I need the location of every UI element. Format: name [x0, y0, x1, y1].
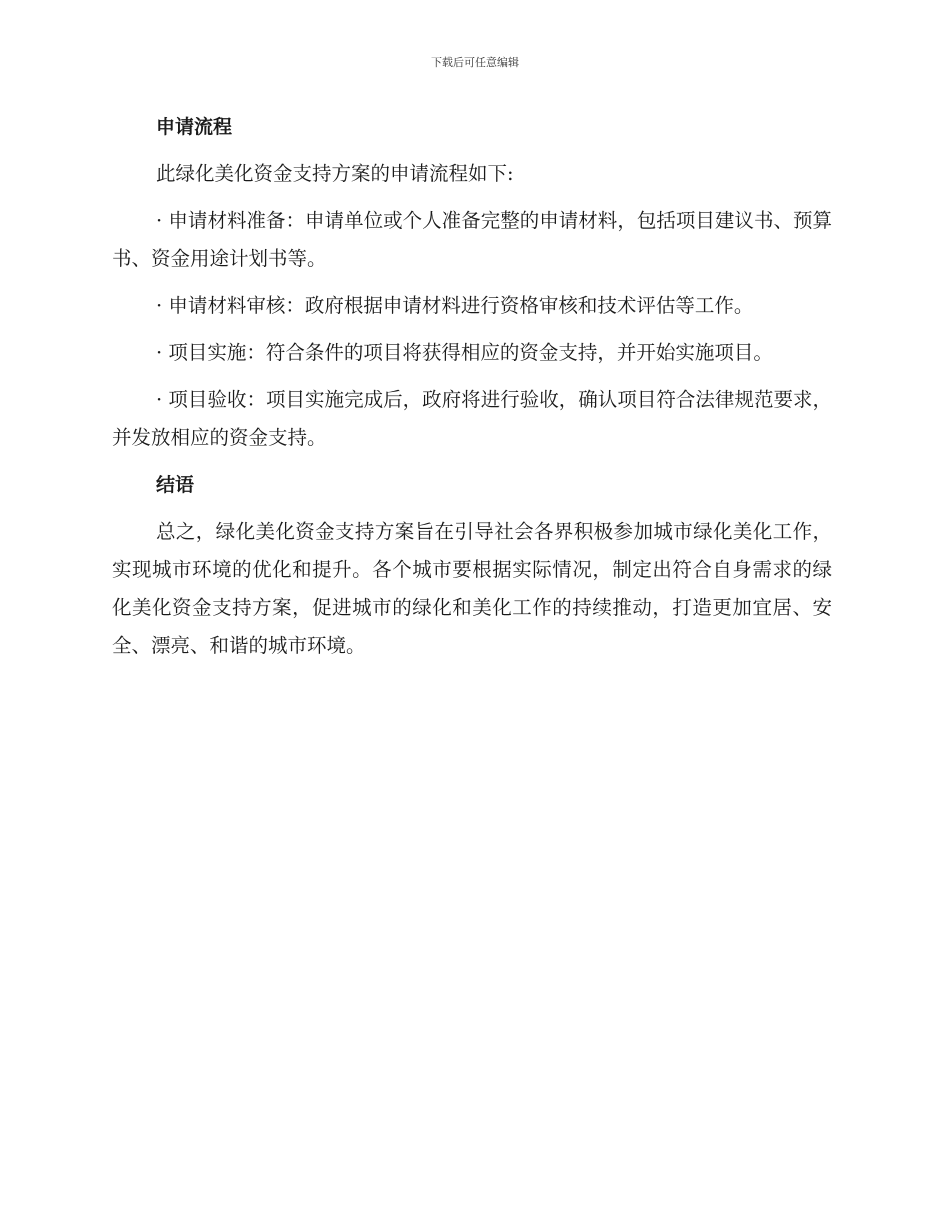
- application-process-intro: 此绿化美化资金支持方案的申请流程如下:: [156, 162, 514, 185]
- conclusion-paragraph: 总之，绿化美化资金支持方案旨在引导社会各界积极参加城市绿化美化工作，实现城市环境的优化和提升。各个城市要根据实际情况，制定出符合自身需求的绿化美化资金支持方案，促进城市的绿化和美化工作的持续推动，打造更加宜居、安全、漂亮、和谐的城市环境。: [112, 520, 832, 657]
- page-header-note: 下载后可任意编辑: [431, 56, 519, 69]
- process-item-project-acceptance: · 项目验收：项目实施完成后，政府将进行验收，确认项目符合法律规范要求，并发放相应的资金支持。: [112, 388, 832, 449]
- process-item-project-implementation: · 项目实施：符合条件的项目将获得相应的资金支持，并开始实施项目。: [156, 341, 773, 364]
- process-item-materials-preparation: · 申请材料准备：申请单位或个人准备完整的申请材料，包括项目建议书、预算书、资金用途计划书等。: [112, 209, 832, 270]
- section-heading-conclusion: 结语: [156, 474, 195, 496]
- document-body: [112, 108, 832, 674]
- process-item-materials-review: · 申请材料审核：政府根据申请材料进行资格审核和技术评估等工作。: [156, 294, 754, 317]
- section-heading-application-process: 申请流程: [156, 116, 233, 138]
